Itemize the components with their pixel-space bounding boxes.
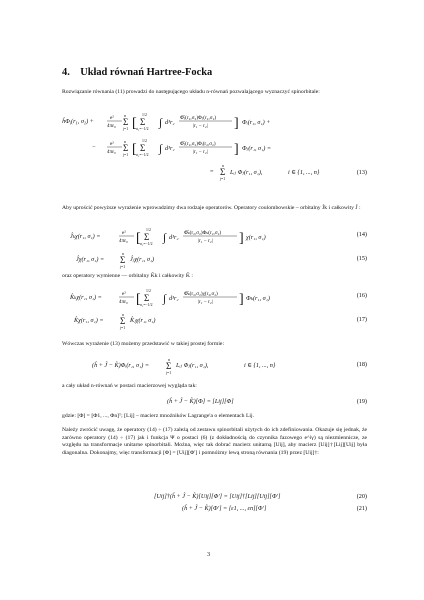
svg-text:j=1: j=1 — [166, 371, 172, 375]
paragraph-unitary-transform: Należy zwrócić uwagę, że operatory (14) ÷ (17) zależą od zestawu spinorbitali użytych do ich zdefiniowania. Okazuje się jednak, że zarówno operatory (14) ÷ (17) jak i funkcja Ψ o postaci (6) (z dokładnością do czynnika fazowego e^iγ) są niezmiennicze, ze względu na transformacje unitarne spinorbitali. Można, więc tak dobrać macierz unitarną [Uij], aby macierz [Uij]†[Lij][Uij] była diagonalna. Dokonajmy, więc transformacji [Φ] = [Uij][Φ′] i pomnóżmy lewą stroną równania (19) przez [Uij]†: — [62, 427, 367, 456]
svg-text:(ĥ + Ĵ − K̂)Φᵢ(r₁, σ₁) =: (ĥ + Ĵ − K̂)Φᵢ(r₁, σ₁) = — [92, 362, 150, 369]
svg-text:e²: e² — [110, 116, 114, 121]
svg-text:Σ: Σ — [144, 293, 150, 303]
svg-text:e²: e² — [110, 142, 114, 147]
svg-text:Σ: Σ — [123, 143, 129, 153]
svg-text:K̂χ(r₁, σ₁) =: K̂χ(r₁, σ₁) = — [74, 317, 104, 324]
svg-text:σ₂=−1/2: σ₂=−1/2 — [140, 242, 153, 246]
svg-text:]: ] — [234, 142, 239, 157]
svg-text:j=1: j=1 — [120, 326, 126, 330]
svg-text:e²: e² — [122, 292, 126, 297]
svg-text:n: n — [124, 114, 126, 118]
svg-text:∫: ∫ — [163, 232, 167, 244]
svg-text:σ₂=−1/2: σ₂=−1/2 — [136, 127, 149, 131]
svg-text:Σ: Σ — [120, 316, 126, 326]
equation-21 — [62, 505, 367, 515]
paragraph-exchange: oraz operatory wymienne — orbitalny K̂k i całkowity K̂ : — [62, 273, 193, 279]
svg-text:Φ̅ₖ(r₂,σ₂)χ(r₂,σ₂): Φ̅ₖ(r₂,σ₂)χ(r₂,σ₂) — [184, 291, 218, 297]
svg-text:K̂ⱼχ(r₁, σ₁): K̂ⱼχ(r₁, σ₁) — [130, 317, 156, 324]
equation-19 — [62, 398, 367, 408]
equation-13-number: (13) — [356, 169, 367, 176]
svg-text:1/2: 1/2 — [146, 228, 151, 232]
svg-text:j=1: j=1 — [220, 177, 226, 181]
svg-text:χ(r₁, σ₁): χ(r₁, σ₁) — [246, 234, 266, 241]
svg-text:Σ: Σ — [123, 117, 129, 127]
svg-text:d³r₂: d³r₂ — [165, 145, 175, 152]
equation-15 — [62, 252, 367, 268]
svg-text:i ∈ {1, ..., n}: i ∈ {1, ..., n} — [244, 362, 276, 369]
svg-text:n: n — [122, 313, 124, 317]
svg-text:∫: ∫ — [159, 143, 163, 155]
svg-text:Ĵₖχ(r₁, σ₁) =: Ĵₖχ(r₁, σ₁) = — [70, 233, 101, 240]
svg-text:1/2: 1/2 — [146, 289, 151, 293]
paragraph-intro: Rozwiązanie równania (11) prowadzi do następującego układu n-równań pozwalającego wyznaczyć spinorbitale: — [62, 89, 320, 95]
svg-text:j=1: j=1 — [123, 153, 129, 157]
section-number: 4. — [62, 67, 70, 78]
svg-text:]: ] — [239, 231, 244, 246]
svg-text:Φ̅ₖ(r₂,σ₂)Φₖ(r₂,σ₂): Φ̅ₖ(r₂,σ₂)Φₖ(r₂,σ₂) — [184, 230, 222, 236]
svg-text:ĥΦi(r1, σ1) +: $ĥ\Phi_i(r_1$, $\sigma_1$) + — [62, 118, 94, 126]
section-heading — [62, 67, 212, 78]
equation-16-number: (16) — [356, 292, 367, 299]
svg-text:Lᵢⱼ Φⱼ(r₁, σ₁),: Lᵢⱼ Φⱼ(r₁, σ₁), — [230, 169, 263, 176]
svg-text:|r₁ − r₂|: |r₁ − r₂| — [198, 299, 213, 305]
svg-text:j=1: j=1 — [120, 265, 126, 269]
svg-text:Σ: Σ — [220, 167, 226, 177]
svg-text:1/2: 1/2 — [142, 113, 147, 117]
equation-21-number: (21) — [356, 505, 367, 512]
svg-text:σ₂=−1/2: σ₂=−1/2 — [136, 153, 149, 157]
svg-text:Ĵⱼχ(r₁, σ₁): Ĵⱼχ(r₁, σ₁) — [130, 256, 155, 263]
equation-17-number: (17) — [356, 316, 367, 323]
svg-text:Φₖ(r₁, σ₁): Φₖ(r₁, σ₁) — [246, 295, 270, 302]
svg-text:|r₁ − r₂|: |r₁ − r₂| — [193, 123, 208, 129]
equation-18-number: (18) — [356, 361, 367, 368]
svg-text:|r₁ − r₂|: |r₁ − r₂| — [193, 149, 208, 155]
svg-text:d³r₂: d³r₂ — [165, 119, 175, 126]
svg-text:Ĵχ(r₁, σ₁) =: Ĵχ(r₁, σ₁) = — [76, 256, 105, 263]
equation-16-formula — [62, 287, 367, 311]
svg-text:]: ] — [234, 116, 239, 131]
svg-text:|r₁ − r₂|: |r₁ − r₂| — [198, 238, 213, 244]
svg-text:Σ: Σ — [166, 361, 172, 371]
svg-text:1/2: 1/2 — [142, 139, 147, 143]
equation-16 — [62, 287, 367, 309]
svg-text:=: = — [210, 168, 214, 175]
svg-text:K̂ₖχ(r₁, σ₁) =: K̂ₖχ(r₁, σ₁) = — [70, 294, 102, 301]
paragraph-coulomb: Aby uprościć powyższe wyrażenie wprowadzimy dwa rodzaje operatorów. Operatory coulombowskie – orbitalny Ĵk i całkowity Ĵ : — [62, 205, 361, 211]
svg-text:e²: e² — [122, 231, 126, 236]
svg-text:Φ̅ⱼ(r₂,σ₂)Φᵢ(r₂,σ₂): Φ̅ⱼ(r₂,σ₂)Φᵢ(r₂,σ₂) — [180, 141, 216, 147]
svg-text:n: n — [124, 140, 126, 144]
svg-text:4πε₀: 4πε₀ — [119, 300, 128, 305]
svg-text:4πε₀: 4πε₀ — [107, 124, 116, 129]
equation-20-formula: [Uij]†(ĥ + Ĵ − K̂)[Uij][Φ′] = [Uij]†[Lij][Uij][Φ′] — [154, 493, 281, 500]
equation-21-formula: (ĥ + Ĵ − K̂)[Φ′] = [ε1, ..., εn][Φ′] — [182, 505, 267, 512]
svg-text:4πε₀: 4πε₀ — [107, 150, 116, 155]
svg-text:[: [ — [136, 231, 141, 246]
paragraph-definitions: gdzie: [Φ] = [Φ1, ..., Φn]ᵀ; [Lij] – macierz mnożników Lagrange'a o elementach Lij. — [62, 413, 255, 419]
paragraph-simple-form: Wówczas wyrażenie (13) możemy przedstawić w takiej prostej formie: — [62, 341, 225, 347]
paragraph-matrix-intro: a cały układ n-równań w postaci macierzowej wygląda tak: — [62, 383, 197, 389]
equation-19-formula: (ĥ + Ĵ − K̂)[Φ] = [Lij][Φ] — [167, 398, 234, 405]
svg-text:Φᵢ(r₁, σ₁) +: Φᵢ(r₁, σ₁) + — [242, 119, 271, 126]
svg-text:j=1: j=1 — [123, 127, 129, 131]
svg-text:[: [ — [136, 292, 141, 307]
svg-text:n: n — [222, 164, 224, 168]
svg-text:σ₂=−1/2: σ₂=−1/2 — [140, 303, 153, 307]
svg-text:[: [ — [132, 116, 137, 131]
equation-15-number: (15) — [356, 255, 367, 262]
equation-14-number: (14) — [356, 231, 367, 238]
equation-18 — [62, 358, 367, 376]
svg-text:Φ̅ⱼ(r₂,σ₂)Φⱼ(r₂,σ₂): Φ̅ⱼ(r₂,σ₂)Φⱼ(r₂,σ₂) — [180, 115, 217, 121]
equation-13-formula — [62, 113, 367, 195]
svg-text:[: [ — [132, 142, 137, 157]
svg-text:−: − — [92, 144, 96, 151]
svg-text:d³r₂: d³r₂ — [169, 295, 179, 302]
equation-20-number: (20) — [356, 493, 367, 500]
svg-text:Σ: Σ — [140, 117, 146, 127]
svg-text:∫: ∫ — [159, 117, 163, 129]
svg-text:n: n — [122, 252, 124, 256]
page-number: 3 — [207, 551, 211, 558]
equation-18-formula — [62, 358, 367, 376]
equation-17 — [62, 313, 367, 329]
equation-19-number: (19) — [356, 398, 367, 405]
svg-text:]: ] — [239, 292, 244, 307]
svg-text:Φⱼ(r₁, σ₁) =: Φⱼ(r₁, σ₁) = — [242, 145, 272, 152]
equation-14-formula — [62, 226, 367, 250]
equation-17-formula — [62, 313, 367, 331]
equation-20 — [62, 493, 367, 503]
svg-text:d³r₂: d³r₂ — [169, 234, 179, 241]
equation-15-formula — [62, 252, 367, 270]
svg-text:∫: ∫ — [163, 293, 167, 305]
svg-text:4πε₀: 4πε₀ — [119, 239, 128, 244]
svg-text:i ∈ {1, ..., n}: i ∈ {1, ..., n} — [288, 169, 320, 176]
svg-text:Σ: Σ — [120, 255, 126, 265]
svg-text:Lᵢⱼ Φⱼ(r₁, σ₁),: Lᵢⱼ Φⱼ(r₁, σ₁), — [176, 362, 209, 369]
svg-text:Σ: Σ — [144, 232, 150, 242]
equation-13 — [62, 113, 367, 195]
section-title: Układ równań Hartree-Focka — [80, 67, 213, 78]
svg-text:Σ: Σ — [140, 143, 146, 153]
svg-text:n: n — [168, 358, 170, 362]
equation-14 — [62, 226, 367, 248]
